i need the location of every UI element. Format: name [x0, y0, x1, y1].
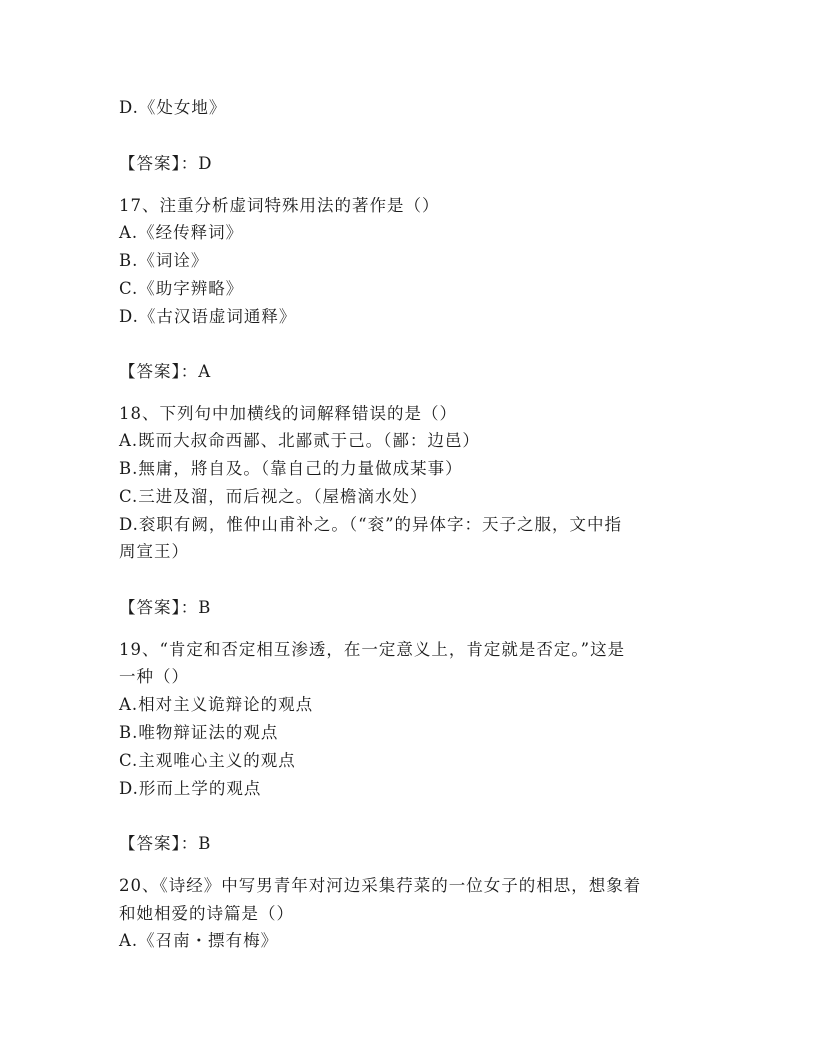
q17-option-c: C.《助字辨略》: [119, 279, 244, 298]
q18-question: 18、下列句中加横线的词解释错误的是（）: [119, 404, 457, 423]
q18-option-a: A.既而大叔命西鄙、北鄙贰于己。（鄙：边邑）: [119, 431, 480, 450]
q19-option-c: C.主观唯心主义的观点: [119, 751, 296, 770]
q19-option-a: A.相对主义诡辩论的观点: [119, 695, 314, 714]
q20-question: 20、《诗经》中写男青年对河边采集荇菜的一位女子的相思，想象着: [119, 876, 642, 895]
q17-option-a: A.《经传释词》: [119, 223, 244, 242]
q18-option-b: B.無庸，將自及。（靠自己的力量做成某事）: [119, 459, 463, 478]
q19-question: 19、“肯定和否定相互渗透，在一定意义上，肯定就是否定。”这是: [119, 640, 626, 659]
q17-answer: 【答案】：A: [119, 362, 212, 381]
q17-question: 17、注重分析虚词特殊用法的著作是（）: [119, 196, 440, 215]
q18-option-d: D.衮职有阙，惟仲山甫补之。（“衮”的异体字：天子之服，文中指: [119, 515, 623, 534]
q20-question-continued: 和她相爱的诗篇是（）: [119, 904, 294, 923]
q16-option-d: D.《处女地》: [119, 98, 227, 117]
q17-option-d: D.《古汉语虚词通释》: [119, 307, 297, 326]
q17-option-b: B.《词诠》: [119, 251, 209, 270]
q18-option-d-continued: 周宣王）: [119, 542, 189, 561]
q18-option-c: C.三进及溜，而后视之。（屋檐滴水处）: [119, 487, 428, 506]
q19-answer: 【答案】：B: [119, 834, 212, 853]
q16-answer: 【答案】：D: [119, 154, 213, 173]
q19-option-d: D.形而上学的观点: [119, 779, 262, 798]
q19-question-continued: 一种（）: [119, 667, 189, 686]
q18-answer: 【答案】：B: [119, 598, 212, 617]
q20-option-a: A.《召南・摽有梅》: [119, 931, 279, 950]
q19-option-b: B.唯物辩证法的观点: [119, 723, 279, 742]
